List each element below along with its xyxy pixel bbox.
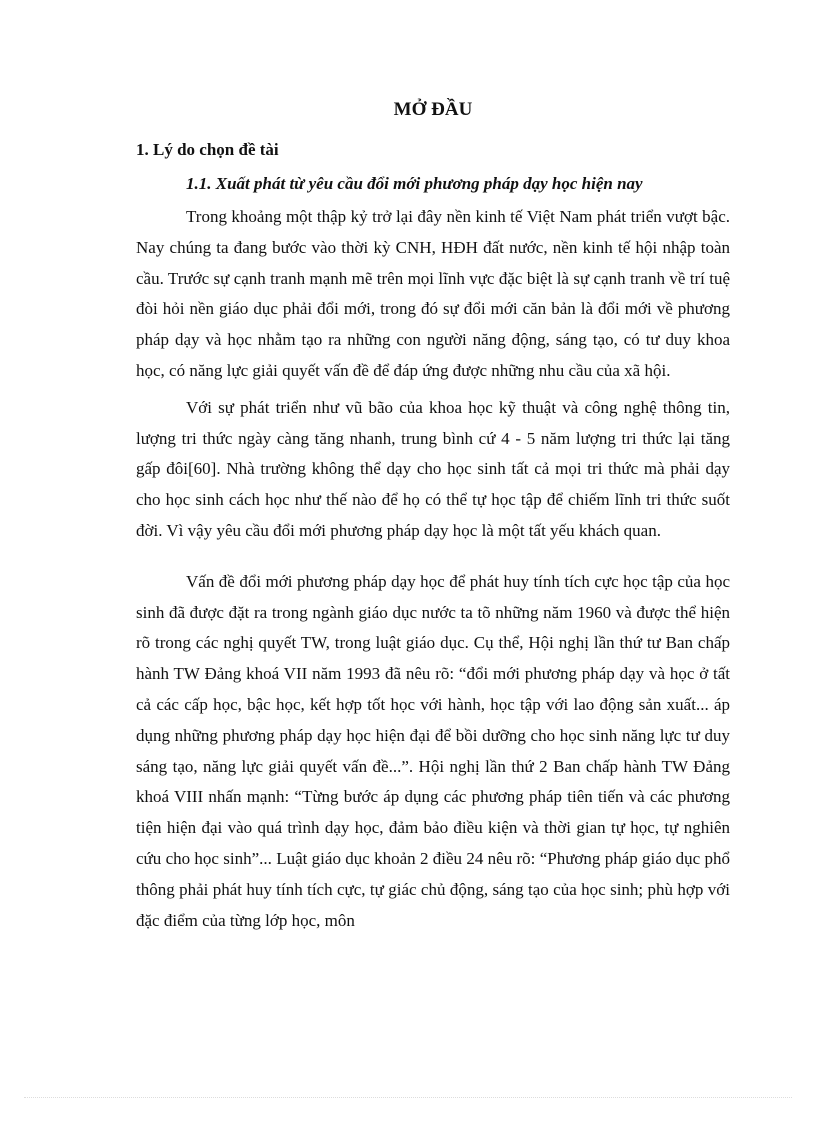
paragraph: Với sự phát triển như vũ bão của khoa học kỹ thuật và công nghệ thông tin, lượng tri thức ngày càng tăng nhanh, trung bình cứ 4 - 5 năm lượng tri thức lại tăng gấp đôi[60]. Nhà trường không thể dạy cho học sinh tất cả mọi tri thức mà phải dạy cho học sinh cách học như thế nào để họ có thể tự học tập để chiếm lĩnh tri thức suốt đời. Vì vậy yêu cầu đổi mới phương pháp dạy học là một tất yếu khách quan. [136, 397, 730, 540]
section-heading: 1. Lý do chọn đề tài [136, 140, 279, 159]
page-bottom-divider [24, 1097, 792, 1098]
paragraph: Vấn đề đổi mới phương pháp dạy học để phát huy tính tích cực học tập của học sinh đã được đặt ra trong ngành giáo dục nước ta tõ những năm 1960 và được thể hiện rõ trong các nghị quyết TW, trong luật giáo dục. Cụ thể, Hội nghị lần thứ tư Ban chấp hành TW Đảng khoá VII năm 1993 đã nêu rõ: “đổi mới phương pháp dạy và học ở tất cả các cấp học, bậc học, kết hợp tốt học với hành, học tập với lao động sản xuất... áp dụng những phương pháp dạy học hiện đại để bồi dưỡng cho học sinh năng lực tư duy sáng tạo, năng lực giải quyết vấn đề...”. Hội nghị lần thứ 2 Ban chấp hành TW Đảng khoá VIII nhấn mạnh: “Từng bước áp dụng các phương pháp tiên tiến và các phương tiện hiện đại vào quá trình dạy học, đảm bảo điều kiện và thời gian tự học, tự nghiên cứu cho học sinh”... Luật giáo dục khoản 2 điều 24 nêu rõ: “Phương pháp giáo dục phổ thông phải phát huy tính tích cực, tự giác chủ động, sáng tạo của học sinh; phù hợp với đặc điểm của từng lớp học, môn [136, 571, 730, 930]
page-content [136, 96, 730, 936]
paragraph: Trong khoảng một thập kỷ trở lại đây nền kinh tế Việt Nam phát triển vượt bậc. Nay chúng ta đang bước vào thời kỳ CNH, HĐH đất nước, nền kinh tế hội nhập toàn cầu. Trước sự cạnh tranh mạnh mẽ trên mọi lĩnh vực đặc biệt là sự cạnh tranh về trí tuệ đòi hỏi nền giáo dục phải đổi mới, trong đó sự đổi mới căn bản là đổi mới về phương pháp dạy và học nhằm tạo ra những con người năng động, sáng tạo, có tư duy khoa học, có năng lực giải quyết vấn đề để đáp ứng được những nhu cầu của xã hội. [136, 207, 730, 380]
page-title: MỞ ĐẦU [393, 99, 473, 120]
subsection-heading: 1.1. Xuất phát từ yêu cầu đổi mới phương pháp dạy học hiện nay [186, 174, 643, 193]
